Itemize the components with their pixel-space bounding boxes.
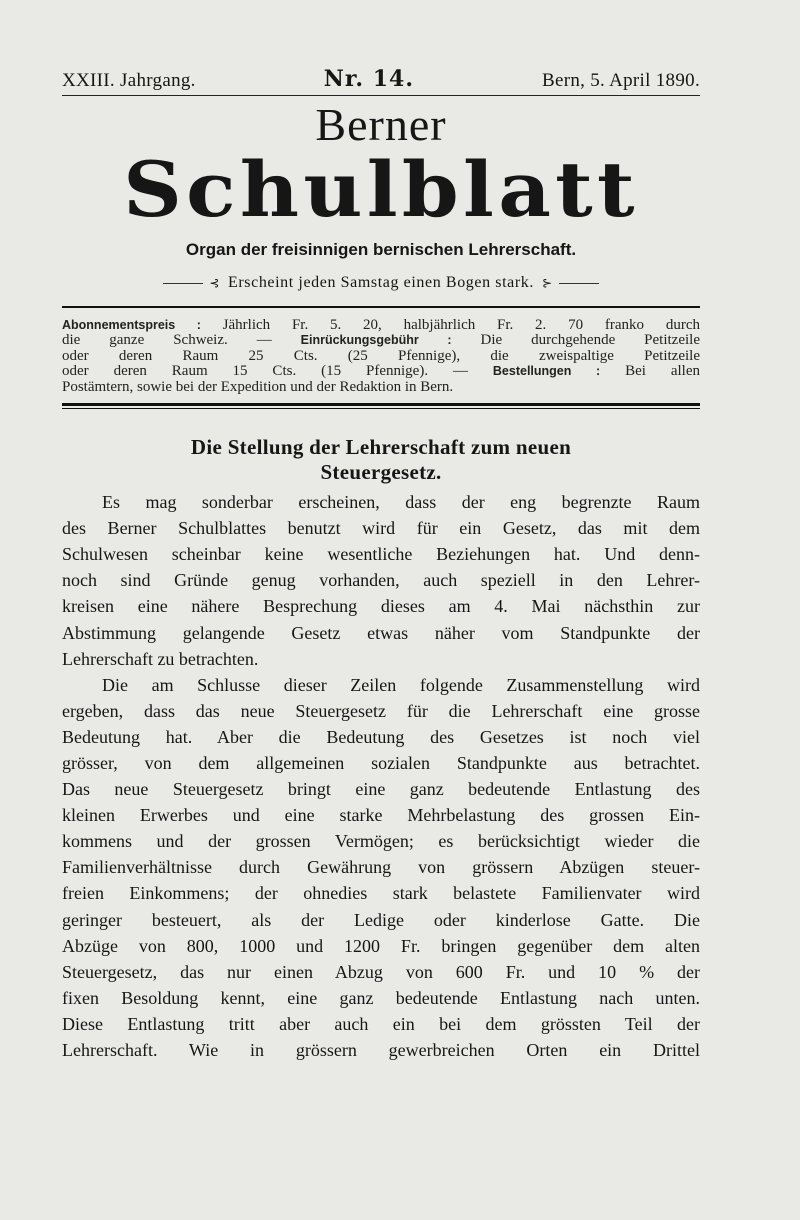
subscription-text: oder deren Raum 25 Cts. (25 Pfennige), die zweispaltige Petitzeile: [62, 347, 700, 364]
article-line: freien Einkommens; der ohnedies stark belastete Familienvater wird: [62, 883, 700, 904]
article-line: Die am Schlusse dieser Zeilen folgende Zusammenstellung wird: [102, 674, 700, 695]
issue-number: Nr. 14.: [323, 66, 414, 92]
subscription-text: oder deren Raum 15 Cts. (15 Pfennige). —: [62, 363, 493, 380]
article-line: des Berner Schulblattes benutzt wird für ein Gesetz, das mit dem: [62, 518, 700, 539]
divider: [62, 408, 700, 409]
orders-label: Bestellungen :: [492, 364, 601, 379]
article-line: Es mag sonderbar erscheinen, dass der eng begrenzte Raum: [102, 492, 700, 513]
subscription-text: die ganze Schweiz. —: [62, 332, 301, 349]
article-line: kommens und der grossen Vermögen; es berücksichtigt wieder die: [62, 831, 700, 852]
masthead-title-big: Schulblatt: [123, 145, 639, 234]
article-title-line: Die Stellung der Lehrerschaft zum neuen: [190, 435, 572, 460]
newspaper-page: [62, 66, 700, 1063]
article-line: Abzüge von 800, 1000 und 1200 Fr. bringen gegenüber dem alten: [62, 935, 700, 956]
tagline-text: Erscheint jeden Samstag einen Bogen stark.: [227, 274, 534, 291]
article-body: [62, 489, 700, 1063]
article-line: grösser, von dem allgemeinen sozialen Standpunkte aus betrachtet.: [62, 752, 700, 773]
issue-header: [62, 66, 700, 96]
ornament-left-icon: ⊰: [209, 275, 220, 290]
article-line: Steuergesetz, das nur einen Abzug von 600 Fr. und 10 % der: [62, 961, 700, 982]
article-line: Das neue Steuergesetz bringt eine ganz bedeutende Entlastung des: [62, 779, 700, 800]
divider: [62, 306, 700, 310]
article-line: Diese Entlastung tritt aber auch ein bei dem grössten Teil der: [62, 1013, 700, 1034]
article-title-line: Steuergesetz.: [320, 460, 442, 485]
article-line: ergeben, dass das neue Steuergesetz für die Lehrerschaft eine grosse: [62, 700, 700, 721]
article-line: Schulwesen scheinbar keine wesentliche Beziehungen hat. Und denn-: [62, 544, 700, 565]
subscription-text: Jährlich Fr. 5. 20, halbjährlich Fr. 2. 70 franko durch: [200, 317, 700, 333]
article-line: kreisen eine nähere Besprechung dieses am 4. Mai nächsthin zur: [62, 596, 700, 617]
volume-label: XXIII. Jahrgang.: [62, 70, 196, 91]
article-line: Lehrerschaft zu betrachten.: [62, 648, 259, 669]
fee-label: Einrückungsgebühr :: [300, 333, 452, 348]
subscription-text: Bei allen: [600, 363, 700, 380]
subscription-text: Die durchgehende Petitzeile: [451, 332, 700, 349]
subscription-label: Abonnementspreis :: [62, 318, 201, 332]
article-line: kleinen Erwerbes und eine starke Mehrbelastung des grossen Ein-: [62, 805, 700, 826]
article-line: Lehrerschaft. Wie in grössern gewerbreichen Orten ein Drittel: [62, 1040, 700, 1060]
article-title: [62, 435, 700, 485]
subscription-text: Postämtern, sowie bei der Expedition und der Redaktion in Bern.: [62, 378, 454, 395]
masthead-subtitle: Organ der freisinnigen bernischen Lehrerschaft.: [185, 240, 577, 259]
article-line: fixen Besoldung kennt, eine ganz bedeutende Entlastung nach unten.: [62, 987, 700, 1008]
ornament-right-icon: ⊱: [542, 275, 553, 290]
article-line: Bedeutung hat. Aber die Bedeutung des Gesetzes ist noch viel: [62, 726, 700, 747]
divider: [559, 283, 599, 284]
article-line: Familienverhältnisse durch Gewährung von grössern Abzügen steuer-: [62, 857, 700, 878]
divider: [62, 403, 700, 406]
divider: [163, 283, 203, 284]
article-line: Abstimmung gelangende Gesetz etwas näher vom Standpunkte der: [62, 622, 700, 643]
place-date: Bern, 5. April 1890.: [542, 70, 700, 91]
masthead-title-small: Berner: [315, 99, 447, 150]
subscription-info: [62, 318, 700, 395]
article-line: noch sind Gründe genug vorhanden, auch speziell in den Lehrer-: [62, 570, 700, 591]
tagline: [62, 274, 700, 292]
article-line: geringer besteuert, als der Ledige oder kinderlose Gatte. Die: [62, 909, 700, 930]
